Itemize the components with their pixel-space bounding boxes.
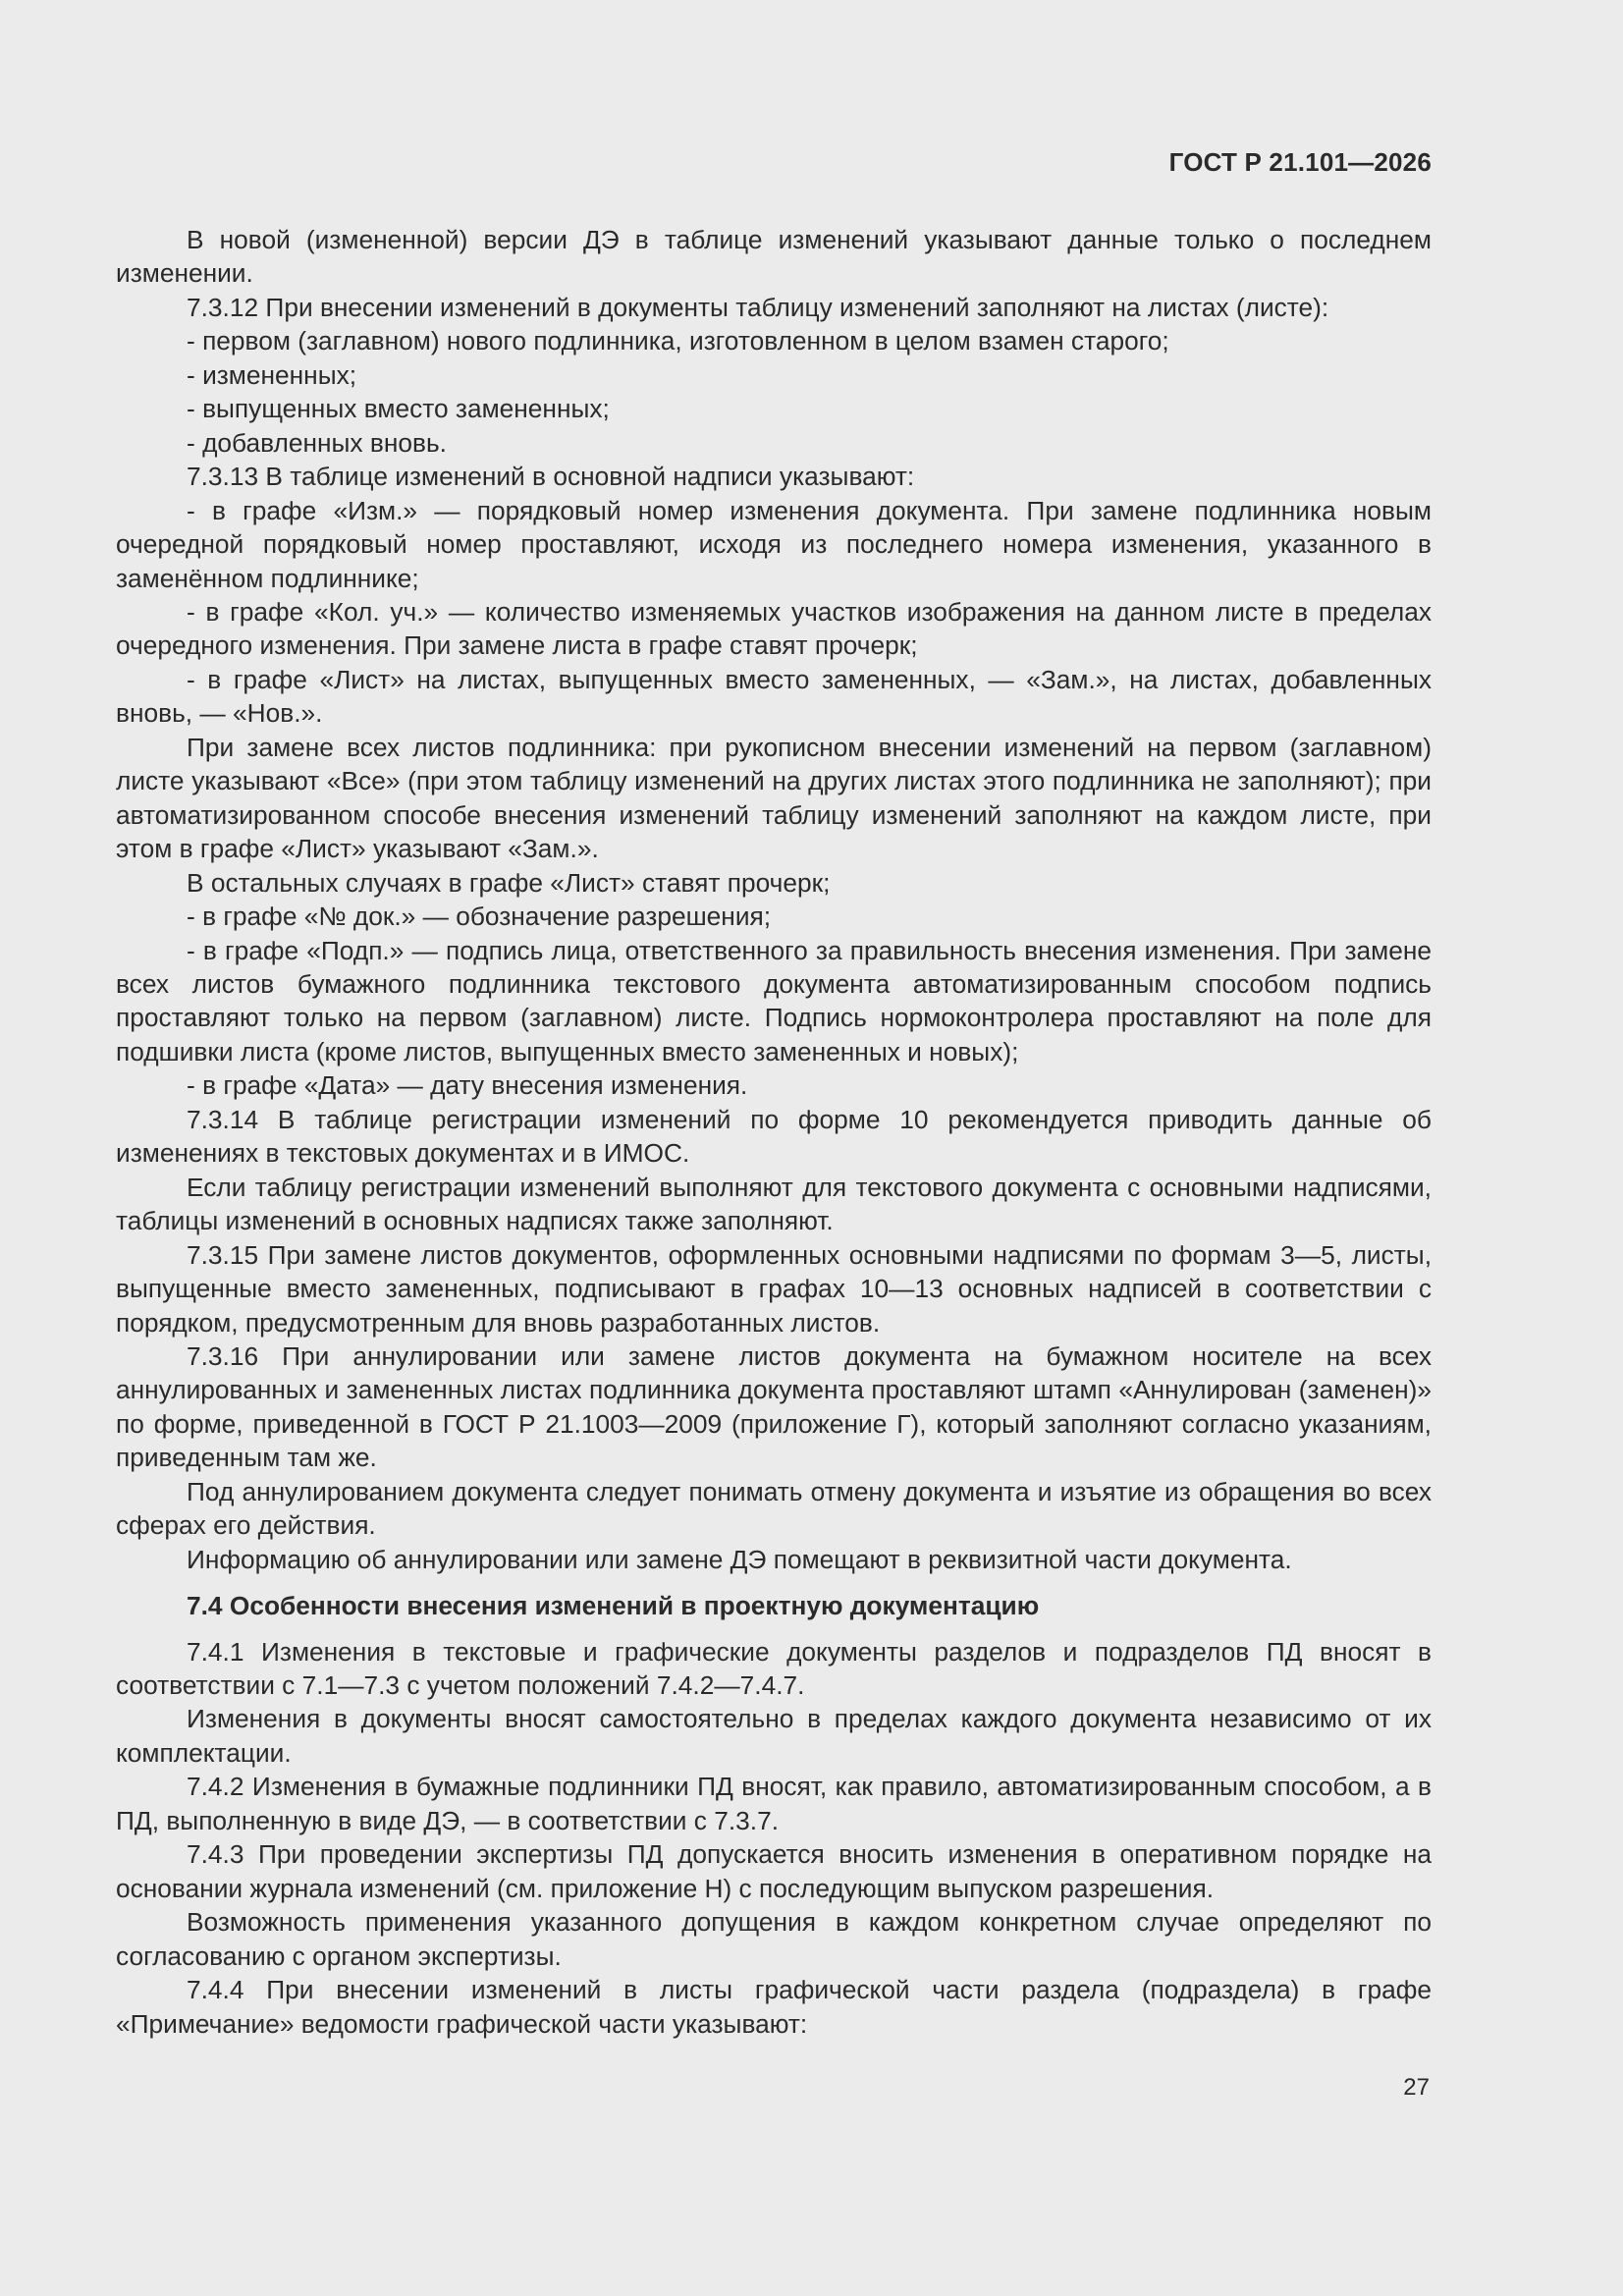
clause-7-4-2: 7.4.2 Изменения в бумажные подлинники ПД вносят, как правило, автоматизированным способом, а в ПД, выполненную в виде ДЭ, — в соответствии с 7.3.7. (116, 1772, 1432, 1835)
paragraph: Возможность применения указанного допущения в каждом конкретном случае определяют по согласованию с органом экспертизы. (116, 1907, 1432, 1971)
section-heading: 7.4 Особенности внесения изменений в проектную документацию (187, 1591, 1040, 1621)
paragraph: Если таблицу регистрации изменений выполняют для текстового документа с основными надписями, таблицы изменений в основных надписях также заполняют. (116, 1172, 1432, 1236)
list-item: - добавленных вновь. (187, 427, 447, 458)
list-item: - в графе «Изм.» — порядковый номер изменения документа. При замене подлинника новым очередной порядковый номер проставляют, исходя из последнего номера изменения, указанного в заменённом подлиннике; (116, 495, 1432, 593)
clause-7-3-12: 7.3.12 При внесении изменений в документы таблицу изменений заполняют на листах (листе): (187, 292, 1329, 322)
paragraph: Изменения в документы вносят самостоятельно в пределах каждого документа независимо от их комплектации. (116, 1704, 1432, 1768)
paragraph: При замене всех листов подлинника: при рукописном внесении изменений на первом (заглавном) листе указывают «Все» (при этом таблицу изменений на других листах этого подлинника не заполняют); при автоматизированном способе внесения изменений таблицу изменений заполняют на каждом листе, при этом в графе «Лист» указывают «Зам.». (116, 732, 1432, 864)
list-item: - первом (заглавном) нового подлинника, изготовленном в целом взамен старого; (187, 326, 1169, 356)
clause-7-4-1: 7.4.1 Изменения в текстовые и графические документы разделов и подразделов ПД вносят в соответствии с 7.1—7.3 с учетом положений 7.4.2—7.4.7. (116, 1636, 1432, 1701)
list-item: - измененных; (187, 359, 357, 390)
paragraph: В новой (измененной) версии ДЭ в таблице изменений указывают данные только о последнем изменении. (116, 225, 1432, 289)
clause-7-3-16: 7.3.16 При аннулировании или замене листов документа на бумажном носителе на всех аннулированных и замененных листах подлинника документа проставляют штамп «Аннулирован (заменен)» по форме, приведенной в ГОСТ Р 21.1003—2009 (приложение Г), который заполняют согласно указаниям, приведенным там же. (116, 1340, 1432, 1473)
clause-7-4-4: 7.4.4 При внесении изменений в листы графической части раздела (подраздела) в графе «Примечание» ведомости графической части указывают: (116, 1975, 1432, 2039)
list-item: - выпущенных вместо замененных; (187, 394, 610, 424)
paragraph: Под аннулированием документа следует понимать отмену документа и изъятие из обращения во всех сферах его действия. (116, 1476, 1432, 1541)
page-number: 27 (1403, 2074, 1430, 2101)
paragraph: Информацию об аннулировании или замене ДЭ помещают в реквизитной части документа. (187, 1544, 1292, 1574)
list-item: - в графе «Лист» на листах, выпущенных вместо замененных, — «Зам.», на листах, добавленных вновь, — «Нов.». (116, 664, 1432, 729)
list-item: - в графе «Кол. уч.» — количество изменяемых участков изображения на данном листе в пределах очередного изменения. При замене листа в графе ставят прочерк; (116, 596, 1432, 661)
clause-7-4-3: 7.4.3 При проведении экспертизы ПД допускается вносить изменения в оперативном порядке на основании журнала изменений (см. приложение Н) с последующим выпуском разрешения. (116, 1839, 1432, 1903)
clause-7-3-13: 7.3.13 В таблице изменений в основной надписи указывают: (187, 462, 915, 492)
list-item: - в графе «№ док.» — обозначение разрешения; (187, 902, 772, 932)
standard-designation: ГОСТ Р 21.101—2026 (1168, 147, 1432, 177)
clause-7-3-15: 7.3.15 При замене листов документов, оформленных основными надписями по формам 3—5, листы, выпущенные вместо замененных, подписывают в графах 10—13 основных надписей в соответствии с порядком, предусмотренным для вновь разработанных листов. (116, 1239, 1432, 1338)
list-item: - в графе «Дата» — дату внесения изменения. (187, 1070, 748, 1101)
document-body (116, 223, 1432, 2041)
clause-7-3-14: 7.3.14 В таблице регистрации изменений по форме 10 рекомендуется приводить данные об изменениях в текстовых документах и в ИМОС. (116, 1104, 1432, 1169)
list-item: - в графе «Подп.» — подпись лица, ответственного за правильность внесения изменения. При замене всех листов бумажного подлинника текстового документа автоматизированным способом подпись проставляют только на первом (заглавном) листе. Подпись нормоконтролера проставляют на поле для подшивки листа (кроме листов, выпущенных вместо замененных и новых); (116, 935, 1432, 1066)
paragraph: В остальных случаях в графе «Лист» ставят прочерк; (187, 867, 831, 898)
